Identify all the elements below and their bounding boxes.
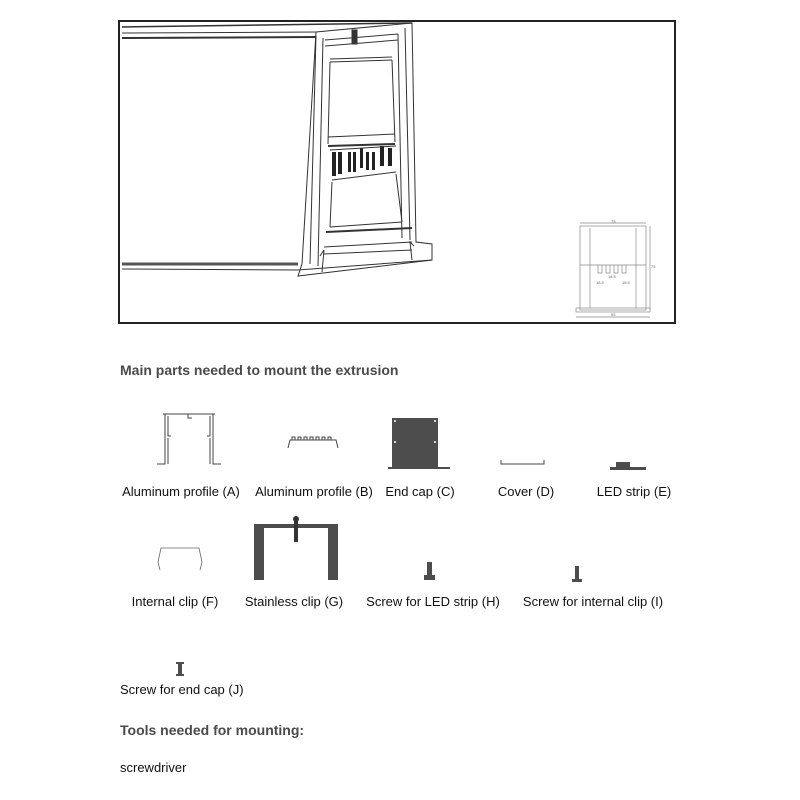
screw-icon	[356, 552, 510, 582]
internal-clip-icon	[118, 520, 232, 580]
part-label: End cap (C)	[385, 484, 455, 499]
part-cover	[486, 412, 566, 499]
part-label: Screw for LED strip (H)	[366, 594, 500, 609]
part-label: Aluminum profile (B)	[255, 484, 373, 499]
svg-text:75: 75	[611, 219, 616, 224]
stainless-clip-icon	[238, 512, 350, 580]
cover-icon	[486, 412, 566, 470]
svg-text:18.5: 18.5	[622, 280, 630, 285]
part-label: LED strip (E)	[596, 484, 672, 499]
screw-icon	[120, 656, 244, 678]
part-led-strip	[588, 412, 680, 499]
part-internal-clip	[118, 520, 232, 609]
tool-item-screwdriver: screwdriver	[120, 760, 187, 775]
part-label: Stainless clip (G)	[244, 594, 344, 609]
part-screw-internal-clip	[514, 552, 672, 609]
led-strip-icon	[588, 412, 680, 470]
part-aluminum-profile-a	[118, 412, 244, 499]
part-end-cap	[380, 412, 460, 499]
tools-heading: Tools needed for mounting:	[120, 722, 305, 738]
part-label: Internal clip (F)	[131, 594, 219, 609]
part-screw-end-cap	[120, 656, 244, 697]
extrusion-perspective-illustration	[120, 22, 676, 324]
part-label: Screw for internal clip (I)	[522, 594, 664, 609]
part-label: Cover (D)	[497, 484, 555, 499]
svg-text:95: 95	[611, 312, 616, 317]
end-cap-icon	[380, 412, 460, 470]
extrusion-drawing	[118, 20, 676, 324]
part-screw-led-strip	[356, 552, 510, 609]
aluminum-profile-a-icon	[118, 412, 244, 470]
svg-text:18.5: 18.5	[596, 280, 604, 285]
aluminum-profile-b-icon	[252, 412, 376, 470]
main-parts-heading: Main parts needed to mount the extrusion	[120, 362, 399, 378]
part-aluminum-profile-b	[252, 412, 376, 499]
part-stainless-clip	[238, 512, 350, 609]
svg-text:75: 75	[651, 264, 656, 269]
part-label: Screw for end cap (J)	[120, 682, 244, 697]
screw-icon	[514, 552, 672, 582]
svg-text:18.5: 18.5	[608, 274, 616, 279]
part-label: Aluminum profile (A)	[122, 484, 240, 499]
